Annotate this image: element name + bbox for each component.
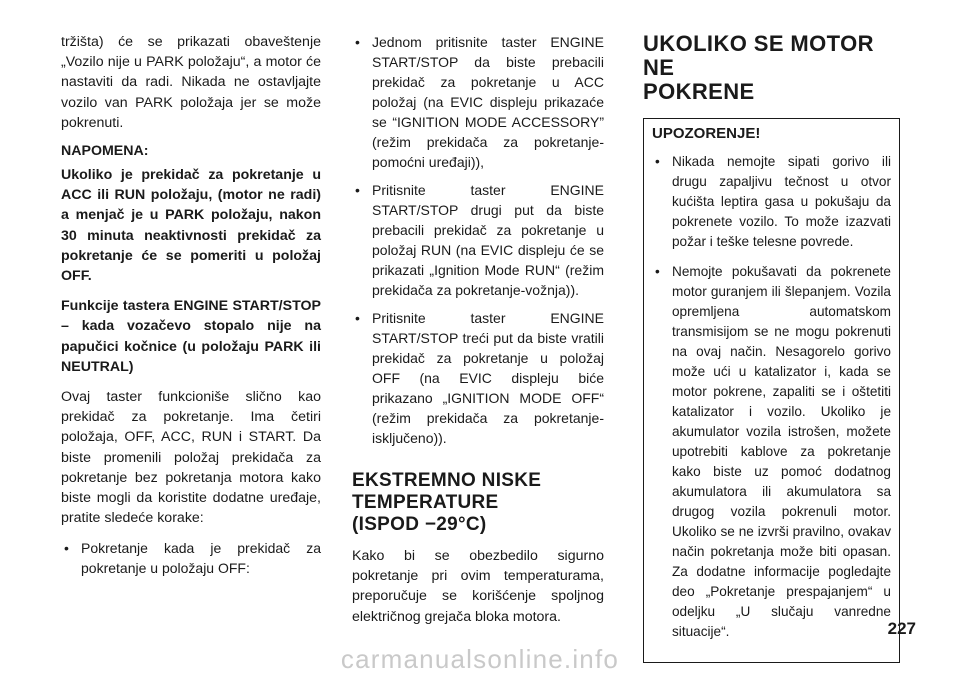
warning-title: UPOZORENJE! — [652, 125, 761, 142]
column-middle — [352, 32, 604, 637]
function-paragraph: Ovaj taster funkcioniše slično kao prekidač za pokretanje. Ima četiri položaja, OFF, ACC, RUN i START. Da biste promenili položaj prekidača za pokretanje bez pokretanja motora kako biste mogli da koristite dodatne uređaje, pratite sledeće korake: — [61, 389, 321, 527]
list-item: • Pokretanje kada je prekidač za pokretanje u položaju OFF: — [61, 538, 321, 578]
list-item: • Nemojte pokušavati da pokrenete motor guranjem ili šlepanjem. Vozila opremljena automatskom transmisijom se ne mogu pokrenuti na ovaj način. Nesagorelo gorivo može ući u katalizator i, kada se motor pokrene, zapaliti se i oštetiti katalizator i vozilo. Ukoliko je akumulator vozila istrošen, možete upotrebiti kablove za pokretanje kako biste uz pomoć dodatnog akumulatora ili akumulatora sa drugog vozila pokrenuli motor. Ukoliko se ne izvrši pravilno, ovakav način pokretanja može biti opasan. Za dodatne informacije pogledajte deo „Pokretanje prespajanjem“ u odeljku „U slučaju vanredne situacije“. — [652, 262, 891, 642]
watermark: carmanualsonline.info — [340, 644, 620, 674]
list-item: • Pritisnite taster ENGINE START/STOP treći put da biste vratili prekidač za pokretanje u položaj OFF (na EVIC displeju biće prikazano „IGNITION MODE OFF“ (režim prekidača za pokretanje-isključeno)). — [352, 308, 604, 448]
warning-box — [643, 118, 900, 663]
note-title: NAPOMENA: — [61, 143, 149, 160]
note-text: Ukoliko je prekidač za pokretanje u ACC ili RUN položaju, (motor ne radi) a menjač je u PARK položaju, nakon 30 minuta neaktivnosti prekidač za pokretanje će se pomeriti u položaj OFF. — [61, 167, 321, 285]
section-heading-extreme-temperatures: EKSTREMNO NISKE TEMPERATURE (ISPOD −29°C) — [352, 470, 542, 535]
list-item: • Jednom pritisnite taster ENGINE START/STOP da biste prebacili prekidač za pokretanje u ACC položaj (na EVIC displeju prikazaće se “IGNITION MODE ACCESSORY” (režim prekidača za pokretanje-pomoćni uređaji)), — [352, 32, 604, 172]
list-item: • Nikada nemojte sipati gorivo ili drugu zapaljivu tečnost u otvor kućišta leptira gasa u pokušaju da pokrenete vozilo. To može izazvati požar i teške telesne povrede. — [652, 152, 891, 252]
middle-bullet-list — [352, 32, 604, 448]
intro-paragraph: tržišta) će se prikazati obaveštenje „Vozilo nije u PARK položaju“, a motor će nastaviti da radi. Nikada ne ostavljajte vozilo van PARK položaja jer se može pokrenuti. — [61, 34, 321, 131]
section-heading-engine-not-start: UKOLIKO SE MOTOR NE POKRENE — [643, 31, 874, 104]
column-right — [643, 32, 900, 663]
left-bullet-list — [61, 538, 321, 578]
column-left — [61, 32, 321, 588]
section-paragraph: Kako bi se obezbedilo sigurno pokretanje pri ovim temperaturama, preporučuje se korišćenje spoljnog električnog grejača bloka motora. — [352, 548, 604, 625]
page-number: 227 — [887, 619, 916, 638]
function-heading: Funkcije tastera ENGINE START/STOP – kada vozačevo stopalo nije na papučici kočnice (u položaju PARK ili NEUTRAL) — [61, 298, 321, 375]
list-item: • Pritisnite taster ENGINE START/STOP drugi put da biste prebacili prekidač za pokretanje u položaj RUN (na EVIC displeju će se prikazati „Ignition Mode RUN“ (režim prekidača za pokretanje-vožnja)). — [352, 180, 604, 300]
warning-list — [652, 152, 891, 642]
